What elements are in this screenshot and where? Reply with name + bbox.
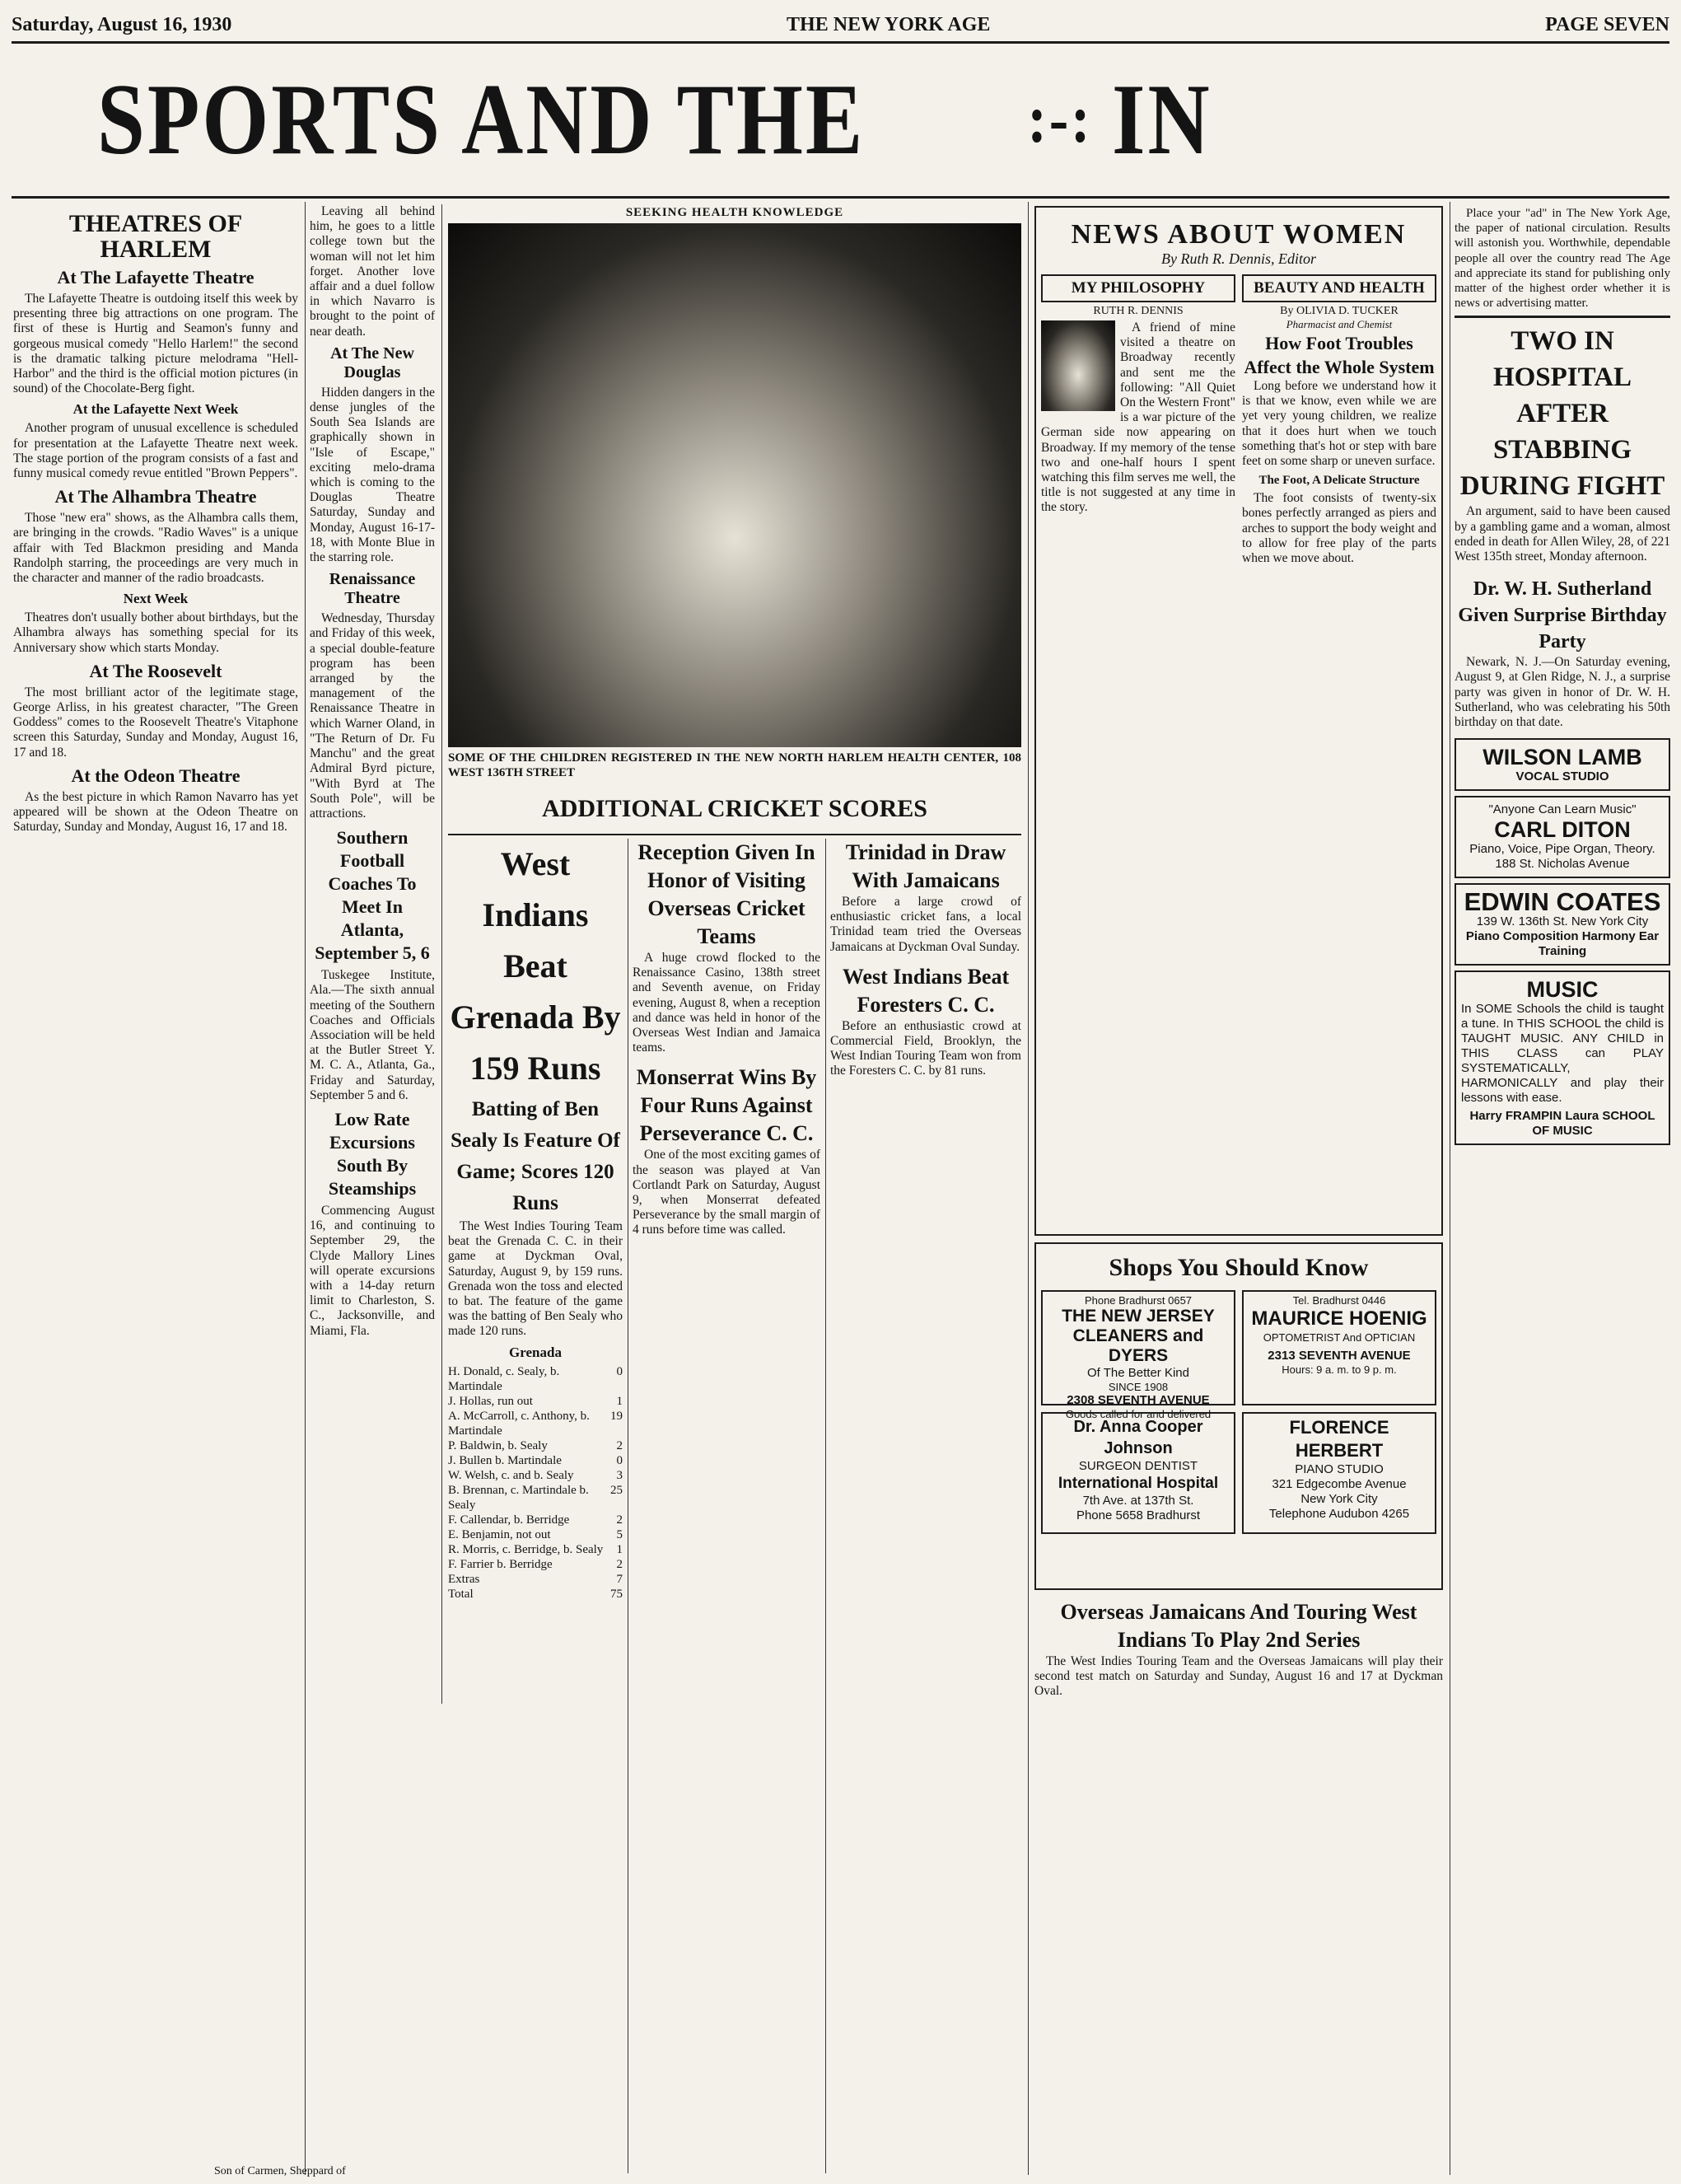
scorecard-batsman: F. Callendar, b. Berridge [448, 1513, 570, 1527]
scorecard-row [448, 1557, 623, 1572]
ad-edwin-coates [1455, 883, 1670, 966]
ad3-name: Dr. Anna Cooper Johnson [1073, 1418, 1203, 1457]
ad1-name: THE NEW JERSEY CLEANERS and DYERS [1062, 1307, 1215, 1365]
cricket-banner: ADDITIONAL CRICKET SCORES [448, 784, 1021, 835]
renaissance-head: Renaissance Theatre [329, 570, 416, 608]
scorecard-runs: 75 [610, 1587, 623, 1601]
roosevelt-head: At The Roosevelt [89, 660, 222, 681]
renaissance-body: Wednesday, Thursday and Friday of this week, a special double-feature program has been arranged by the management of the Renaissance Theatre in which Warner Oland, in "The Return of Dr. Fu Manchu" and the great Admiral Byrd picture, "With Byrd at The South Pole", will be attractions. [310, 611, 435, 821]
scorecard-row [448, 1364, 623, 1394]
douglas-head: At The New Douglas [330, 344, 414, 381]
foot-sub: The Foot, A Delicate Structure [1258, 474, 1420, 488]
trinidad-head: Trinidad in Draw With Jamaicans [845, 840, 1006, 892]
section-rule [1455, 316, 1670, 318]
music-sig: Harry FRAMPIN Laura SCHOOL OF MUSIC [1469, 1109, 1655, 1139]
odeon-body: As the best picture in which Ramon Navarro has yet appeared will be shown at the Odeon Theatre on Saturday, Sunday and Monday, August 16, 17 and 18. [13, 789, 298, 835]
photo-block [448, 206, 1021, 783]
reception-body: A huge crowd flocked to the Renaissance Casino, 138th street and Seventh avenue, on Friday evening, August 8, when a reception and dance was held in honor of the Overseas West Indian and Jamaica teams. [633, 951, 820, 1055]
scorecard-batsman: J. Hollas, run out [448, 1394, 533, 1408]
grenada-body: The West Indies Touring Team beat the Grenada C. C. in their game at Dyckman Oval, Saturday, August 9, by 159 runs. Grenada won the toss and elected to bat. The feature of the game was the batting of Ben Sealy who made 120 runs. [448, 1219, 623, 1339]
header-paper: THE NEW YORK AGE [787, 13, 991, 35]
diton-quote: "Anyone Can Learn Music" [1488, 802, 1637, 817]
trinidad-body: Before a large crowd of enthusiastic cricket fans, a local Trinidad team tried the Overseas Jamaicans at Dyckman Oval Sunday. [830, 895, 1021, 954]
ad-carl-diton [1455, 796, 1670, 878]
header-date: Saturday, August 16, 1930 [12, 13, 232, 35]
douglas-lead-body: Leaving all behind him, he goes to a little college town but the woman will not let him forget. Another love affair and a duel follow in which Navarro is brought to the point of near death. [310, 204, 435, 339]
hospital-head: TWO IN HOSPITAL AFTER STABBING DURING FIGHT [1459, 326, 1665, 502]
overseas-section [1034, 1598, 1443, 2173]
scorecard-batsman: E. Benjamin, not out [448, 1527, 551, 1541]
scorecard-batsman: B. Brennan, c. Martindale b. Sealy [448, 1483, 589, 1512]
ad4-addr: 321 Edgecombe Avenue [1272, 1477, 1407, 1491]
column-divider [1028, 202, 1029, 2175]
scorecard-runs: 2 [616, 1438, 623, 1452]
scorecard-runs: 25 [610, 1483, 623, 1497]
lafayette-head: At The Lafayette Theatre [57, 267, 254, 288]
ad1-addr: 2308 SEVENTH AVENUE [1067, 1393, 1210, 1407]
scorecard-row [448, 1513, 623, 1527]
header-page: PAGE SEVEN [1545, 13, 1669, 35]
ad4-name: FLORENCE HERBERT [1289, 1417, 1389, 1461]
football-body: Tuskegee Institute, Ala.—The sixth annual meeting of the Southern Coaches and Officials Association will be held at the Butler Street Y. M. C. A., Atlanta, Ga., Friday and Saturday, September 5 and 6. [310, 968, 435, 1102]
music-head: MUSIC [1526, 977, 1599, 1003]
right-column [1455, 206, 1670, 2173]
ad2-phone: Tel. Bradhurst 0446 [1292, 1294, 1386, 1307]
football-head: Southern Football Coaches To Meet In Atlanta, September 5, 6 [315, 827, 430, 964]
masthead-rule [12, 196, 1669, 199]
scorecard-batsman: Extras [448, 1572, 480, 1586]
ad3-addr: 7th Ave. at 137th St. [1082, 1494, 1194, 1508]
scorecard-runs: 1 [616, 1394, 623, 1408]
douglas-column [310, 204, 435, 2173]
column-divider [441, 204, 442, 1704]
alhambra-body: Those "new era" shows, as the Alhambra calls them, are bringing in the crowds. "Radio Waves" is a unique affair with Ted Blackmon presiding and Manda Randolph starring, the proceedings are very much in the character and manner of the radio broadcasts. [13, 511, 298, 586]
theatres-column [13, 204, 298, 2173]
scorecard-row [448, 1468, 623, 1483]
scorecard-row [448, 1527, 623, 1542]
footer-text: Son of Carmen, Sheppard of [214, 2165, 346, 2177]
ad-piano-studio [1242, 1412, 1436, 1534]
ad2-role: OPTOMETRIST And OPTICIAN [1263, 1331, 1416, 1344]
beauty-byline: By OLIVIA D. TUCKER [1280, 305, 1398, 317]
reception-column [633, 839, 820, 2173]
party-head: Dr. W. H. Sutherland Given Surprise Birthday Party [1458, 578, 1667, 653]
overseas-body: The West Indies Touring Team and the Overseas Jamaicans will play their second test match on Saturday and Sunday, August 16 and 17 at Dyckman Oval. [1034, 1654, 1443, 1699]
next-week-body: Theatres don't usually bother about birthdays, but the Alhambra always has something special for its Anniversary show which starts Monday. [13, 610, 298, 655]
scorecard-total [448, 1587, 623, 1602]
music-body: In SOME Schools the child is taught a tune. In THIS SCHOOL the child is TAUGHT MUSIC. ANY CHILD in THIS CLASS can PLAY SYSTEMATICALLY, HARMONICALLY and play their lessons with ease. [1461, 1002, 1664, 1106]
montserrat-head: Monserrat Wins By Four Runs Against Perseverance C. C. [636, 1065, 817, 1146]
ad3-role: SURGEON DENTIST [1078, 1459, 1198, 1473]
scorecard-row [448, 1409, 623, 1438]
women-editor: By Ruth R. Dennis, Editor [1161, 250, 1316, 267]
wilson-name: WILSON LAMB [1483, 745, 1642, 770]
lafayette-next-body: Another program of unusual excellence is scheduled for presentation at the Lafayette Theatre next week. The stage portion of the program consists of a fast and funny musical comedy revue entitled "Brown Peppers". [13, 421, 298, 481]
foot-body2: The foot consists of twenty-six bones perfectly arranged as piers and arches to support the body weight and to allow for free play of the parts when we move about. [1242, 491, 1436, 566]
scorecard-row [448, 1438, 623, 1453]
douglas-body: Hidden dangers in the dense jungles of the South Sea Islands are graphically shown in "Isle of Escape," exciting melo-drama which is coming to the Douglas Theatre Saturday, Sunday and Monday, August 16-17-18, with Monte Blue in the starring role. [310, 385, 435, 565]
scorecard-batsman: J. Bullen b. Martindale [448, 1453, 562, 1467]
ad4-city: New York City [1300, 1492, 1378, 1506]
ad2-hours: Hours: 9 a. m. to 9 p. m. [1282, 1363, 1397, 1376]
foresters-body: Before an enthusiastic crowd at Commercial Field, Brooklyn, the West Indian Touring Team won from the Foresters C. C. by 81 runs. [830, 1018, 1021, 1078]
foot-body: Long before we understand how it is that we know, even while we are yet very young children, we realize that it does hurt when we touch something that's hot or step with bare feet on some sharp or uneven surface. [1242, 379, 1436, 469]
ad-wilson-lamb [1455, 738, 1670, 791]
scorecard-runs: 3 [616, 1468, 623, 1482]
ad2-addr: 2313 SEVENTH AVENUE [1268, 1349, 1411, 1363]
excursions-head: Low Rate Excursions South By Steamships [328, 1108, 417, 1199]
diton-role: Piano, Voice, Pipe Organ, Theory. [1469, 842, 1655, 857]
masthead-separator: :-: [1027, 82, 1093, 157]
overseas-head: Overseas Jamaicans And Touring West Indians To Play 2nd Series [1060, 1600, 1417, 1652]
scorecard-row [448, 1542, 623, 1557]
scorecard-runs: 2 [616, 1513, 623, 1527]
page-header [12, 12, 1669, 38]
scorecard-batsman: P. Baldwin, b. Sealy [448, 1438, 548, 1452]
grenada-head: West Indians Beat Grenada By 159 Runs [450, 845, 621, 1087]
shops-head: Shops You Should Know [1109, 1254, 1369, 1281]
ad1-since: SINCE 1908 [1108, 1381, 1169, 1393]
excursions-body: Commencing August 16, and continuing to September 29, the Clyde Mallory Lines will operate excursions with a 14-day return limit to Charleston, S. C., Jacksonville, and Miami, Fla. [310, 1203, 435, 1338]
roosevelt-body: The most brilliant actor of the legitimate stage, George Arliss, in his greatest character, "The Green Goddess" comes to the Roosevelt Theatre's Vitaphone screen this Saturday, Sunday and Monday, August 16, 17 and 18. [13, 685, 298, 760]
foot-head: How Foot Troubles Affect the Whole System [1244, 333, 1435, 377]
philosophy-head: MY PHILOSOPHY [1041, 274, 1235, 302]
column-divider [825, 839, 826, 2173]
ad4-phone: Telephone Audubon 4265 [1268, 1507, 1410, 1521]
children-photo [448, 223, 1021, 747]
grenada-column [448, 839, 623, 2173]
foresters-head: West Indians Beat Foresters C. C. [842, 964, 1010, 1017]
diton-name: CARL DITON [1494, 817, 1631, 843]
scorecard-batsman: F. Farrier b. Berridge [448, 1557, 553, 1571]
hospital-body: An argument, said to have been caused by a gambling game and a woman, almost ended in death for Allen Wiley, 28, of 221 West 135th street, Monday afternoon. [1455, 504, 1670, 564]
promo-text: Place your "ad" in The New York Age, the paper of national circulation. Results will astonish you. Worthwhile, dependable people all over the country read The Age and appreciate its stand for publishing only matter of the highest order whether it is news or advertising matter. [1455, 207, 1670, 311]
beauty-column [1242, 274, 1436, 568]
reception-head: Reception Given In Honor of Visiting Overseas Cricket Teams [637, 840, 815, 948]
diton-addr: 188 St. Nicholas Avenue [1495, 857, 1630, 872]
ad4-role: PIANO STUDIO [1295, 1462, 1384, 1476]
scorecard-row [448, 1483, 623, 1513]
scorecard-batsman: Total [448, 1587, 474, 1601]
lafayette-body: The Lafayette Theatre is outdoing itself this week by presenting three big attractions on one program. The first of these is Hurtig and Seamon's funny and gorgeous musical comedy "Hello Harlem!" the second is the dramatic talking picture melodrama "Hell-Harbor" and the third is the official motion pictures (in sound) of the Chocolate-Berg fight. [13, 292, 298, 396]
scorecard-row [448, 1394, 623, 1409]
coates-name: EDWIN COATES [1464, 887, 1661, 917]
philosophy-column [1041, 274, 1235, 568]
beauty-head: BEAUTY AND HEALTH [1242, 274, 1436, 302]
grenada-team: Grenada [509, 1344, 562, 1360]
ad2-name: MAURICE HOENIG [1251, 1307, 1427, 1330]
ad-music-school [1455, 970, 1670, 1145]
odeon-head: At the Odeon Theatre [71, 765, 240, 786]
column-divider [305, 202, 306, 2175]
scorecard-runs: 19 [610, 1409, 623, 1423]
theatres-title: THEATRES OF HARLEM [68, 210, 243, 263]
masthead-left: SPORTS AND THE [97, 63, 866, 176]
scorecard-row [448, 1453, 623, 1468]
women-section [1034, 206, 1443, 1236]
next-week-head: Next Week [123, 591, 189, 607]
women-head: NEWS ABOUT WOMEN [1071, 219, 1407, 250]
scorecard-runs: 7 [616, 1572, 623, 1586]
ad-optician [1242, 1290, 1436, 1405]
ad3-place: International Hospital [1058, 1475, 1219, 1492]
scorecard-runs: 5 [616, 1527, 623, 1541]
scorecard-row [448, 1572, 623, 1587]
scorecard-runs: 0 [616, 1364, 623, 1378]
scorecard-batsman: W. Welsh, c. and b. Sealy [448, 1468, 574, 1482]
scorecard-batsman: H. Donald, c. Sealy, b. Martindale [448, 1364, 560, 1393]
grenada-sub: Batting of Ben Sealy Is Feature Of Game; Scores 120 Runs [451, 1098, 620, 1214]
ad3-phone: Phone 5658 Bradhurst [1076, 1508, 1201, 1522]
ad-dentist [1041, 1412, 1235, 1534]
masthead-right: IN [1112, 63, 1212, 176]
ad1-phone: Phone Bradhurst 0657 [1084, 1294, 1193, 1307]
grenada-scorecard [448, 1364, 623, 1602]
philosophy-body: A friend of mine visited a theatre on Broadway recently and sent me the following: "All Quiet On the Western Front" is a war picture of the German side now appearing on Broadway. If my memory of the tense two and one-half hours I spent watching this film serves me well, the title is not suggested at any time in the story. [1041, 320, 1235, 515]
trinidad-column [830, 839, 1021, 2173]
philosophy-byline: RUTH R. DENNIS [1093, 305, 1184, 317]
photo-caption: SOME OF THE CHILDREN REGISTERED IN THE NEW NORTH HARLEM HEALTH CENTER, 108 WEST 136TH STREET [448, 751, 1021, 779]
party-body: Newark, N. J.—On Saturday evening, August 9, at Glen Ridge, N. J., a surprise party was given in honor of Dr. W. H. Sutherland, who was celebrating his 50th birthday on that date. [1455, 655, 1670, 730]
ad1-tag: Of The Better Kind [1087, 1366, 1189, 1380]
lafayette-next-head: At the Lafayette Next Week [72, 401, 239, 418]
scorecard-batsman: R. Morris, c. Berridge, b. Sealy [448, 1542, 604, 1556]
coates-role: Piano Composition Harmony Ear Training [1465, 929, 1660, 959]
montserrat-body: One of the most exciting games of the season was played at Van Cortlandt Park on Saturday, August 9, when Monserrat defeated Perseverance by the small margin of 4 runs before time was called. [633, 1148, 820, 1237]
ad-cleaners [1041, 1290, 1235, 1420]
coates-addr: 139 W. 136th St. New York City [1476, 914, 1649, 929]
scorecard-batsman: A. McCarroll, c. Anthony, b. Martindale [448, 1409, 590, 1438]
scorecard-runs: 2 [616, 1557, 623, 1571]
author-portrait [1041, 320, 1115, 411]
photo-label: SEEKING HEALTH KNOWLEDGE [625, 206, 844, 219]
ad1-note: Goods called for and delivered [1065, 1408, 1212, 1420]
scorecard-runs: 1 [616, 1542, 623, 1556]
shops-section [1034, 1242, 1443, 1590]
scorecard-runs: 0 [616, 1453, 623, 1467]
beauty-role: Pharmacist and Chemist [1286, 318, 1393, 330]
alhambra-head: At The Alhambra Theatre [54, 486, 257, 507]
wilson-role: VOCAL STUDIO [1515, 769, 1609, 784]
